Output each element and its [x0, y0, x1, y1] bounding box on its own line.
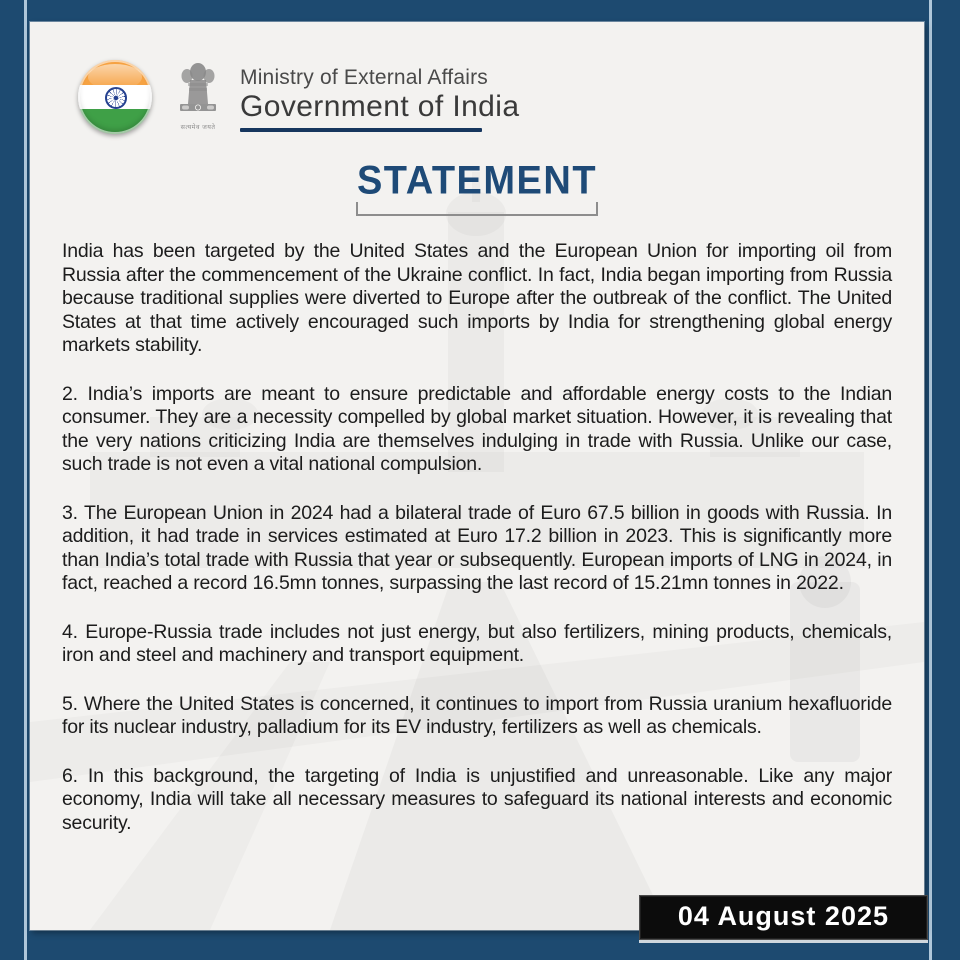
ministry-name: Ministry of External Affairs [240, 66, 488, 89]
emblem-of-india-icon [170, 60, 226, 132]
paragraph-6: 6. In this background, the targeting of India is unjustified and unreasonable. Like any major economy, India will take all necessary measures to safeguard its national interests and economic security. [62, 764, 892, 834]
paragraph-3: 3. The European Union in 2024 had a bilateral trade of Euro 67.5 billion in goods with Russia. In addition, it had trade in services estimated at Euro 17.2 billion in 2023. This is significantly more than India’s total trade with Russia that year or subsequently. European imports of LNG in 2024, in fact, reached a record 16.5mn tonnes, surpassing the last record of 15.21mn tonnes in 2022. [62, 501, 892, 594]
title-underline-bracket [356, 202, 598, 216]
header [30, 22, 924, 134]
paragraph-5: 5. Where the United States is concerned, it continues to import from Russia uranium hexafluoride for its nuclear industry, palladium for its EV industry, fertilizers as well as chemicals. [62, 692, 892, 738]
statement-body [30, 216, 924, 835]
frame-line-right [929, 0, 932, 960]
ashoka-chakra-icon [105, 87, 127, 109]
government-name: Government of India [240, 90, 520, 123]
frame-line-left [24, 0, 27, 960]
paragraph-4: 4. Europe-Russia trade includes not just energy, but also fertilizers, mining products, chemicals, iron and steel and machinery and transport equipment. [62, 620, 892, 666]
india-flag-icon [78, 60, 152, 134]
statement-title: STATEMENT [356, 158, 598, 204]
date-badge [639, 895, 928, 940]
paragraph-1: India has been targeted by the United States and the European Union for importing oil from Russia after the commencement of the Ukraine conflict. In fact, India began importing from Russia because traditional supplies were diverted to Europe after the outbreak of the conflict. The United States at that time actively encouraged such imports by India for strengthening global energy markets stability. [62, 240, 892, 356]
paragraph-2: 2. India’s imports are meant to ensure predictable and affordable energy costs to the Indian consumer. They are a necessity compelled by global market situation. However, it is revealing that the very nations criticizing India are themselves indulging in trade with Russia. Unlike our case, such trade is not even a vital national compulsion. [62, 382, 892, 475]
date-text: 04 August 2025 [677, 901, 889, 931]
statement-card [30, 22, 924, 930]
header-underline [240, 128, 482, 132]
emblem-motto: सत्यमेव जयते [180, 124, 216, 131]
